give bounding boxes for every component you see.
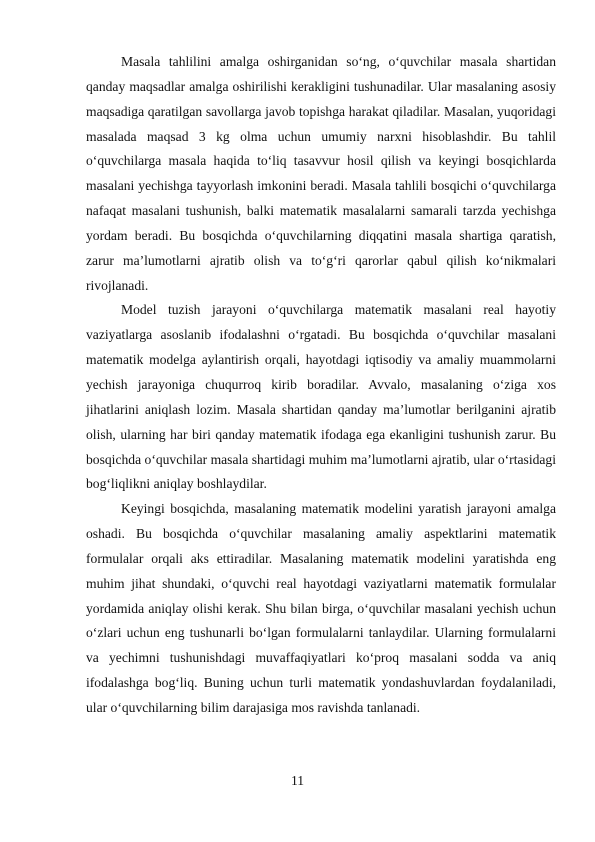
paragraph-1: Masala tahlilini amalga oshirganidan so‘ng, o‘quvchilar masala shartidan qanday maqsadlar amalga oshirilishi kerakligini tushunadilar. Ular masalaning asosiy maqsadiga qaratilgan savollarga javob topishga harakat qiladilar. Masalan, yuqoridagi masalada maqsad 3 kg olma uchun umumiy narxni hisoblashdir. Bu tahlil o‘quvchilarga masala haqida to‘liq tasavvur hosil qilish va keyingi bosqichlarda masalani yechishga tayyorlash imkonini beradi. Masala tahlili bosqichi o‘quvchilarga nafaqat masalani tushunish, balki matematik masalalarni samarali tarzda yechishga yordam beradi. Bu bosqichda o‘quvchilarning diqqatini masala shartiga qaratish, zarur ma’lumotlarni ajratib olish va to‘g‘ri qarorlar qabul qilish ko‘nikmalari rivojlanadi. <box>86 54 556 293</box>
paragraph-3: Keyingi bosqichda, masalaning matematik modelini yaratish jarayoni amalga oshadi. Bu bosqichda o‘quvchilar masalaning amaliy aspektlarini matematik formulalar orqali aks ettiradilar. Masalaning matematik modelini yaratishda eng muhim jihat shundaki, o‘quvchi real hayotdagi vaziyatlarni matematik formulalar yordamida aniqlay olishi kerak. Shu bilan birga, o‘quvchilar masalani yechish uchun o‘zlari uchun eng tushunarli bo‘lgan formulalarni tanlaydilar. Ularning formulalarni va yechimni tushunishdagi muvaffaqiyatlari ko‘proq masalani sodda va aniq ifodalashga bog‘liq. Buning uchun turli matematik yondashuvlardan foydalaniladi, ular o‘quvchilarning bilim darajasiga mos ravishda tanlanadi. <box>86 501 556 715</box>
page-number: 11 <box>290 773 305 788</box>
paragraph-2: Model tuzish jarayoni o‘quvchilarga matematik masalani real hayotiy vaziyatlarga asoslanib ifodalashni o‘rgatadi. Bu bosqichda o‘quvchilar masalani matematik modelga aylantirish orqali, hayotdagi iqtisodiy va amaliy muammolarni yechish jarayoniga chuqurroq kirib boradilar. Avvalo, masalaning o‘ziga xos jihatlarini aniqlash lozim. Masala shartidan qanday ma’lumotlar berilganini ajratib olish, ularning har biri qanday matematik ifodaga ega ekanligini tushunish zarur. Bu bosqichda o‘quvchilar masala shartidagi muhim ma’lumotlarni ajratib, ular o‘rtasidagi bog‘liqlikni aniqlay boshlaydilar. <box>86 302 556 492</box>
body-text <box>86 50 556 721</box>
